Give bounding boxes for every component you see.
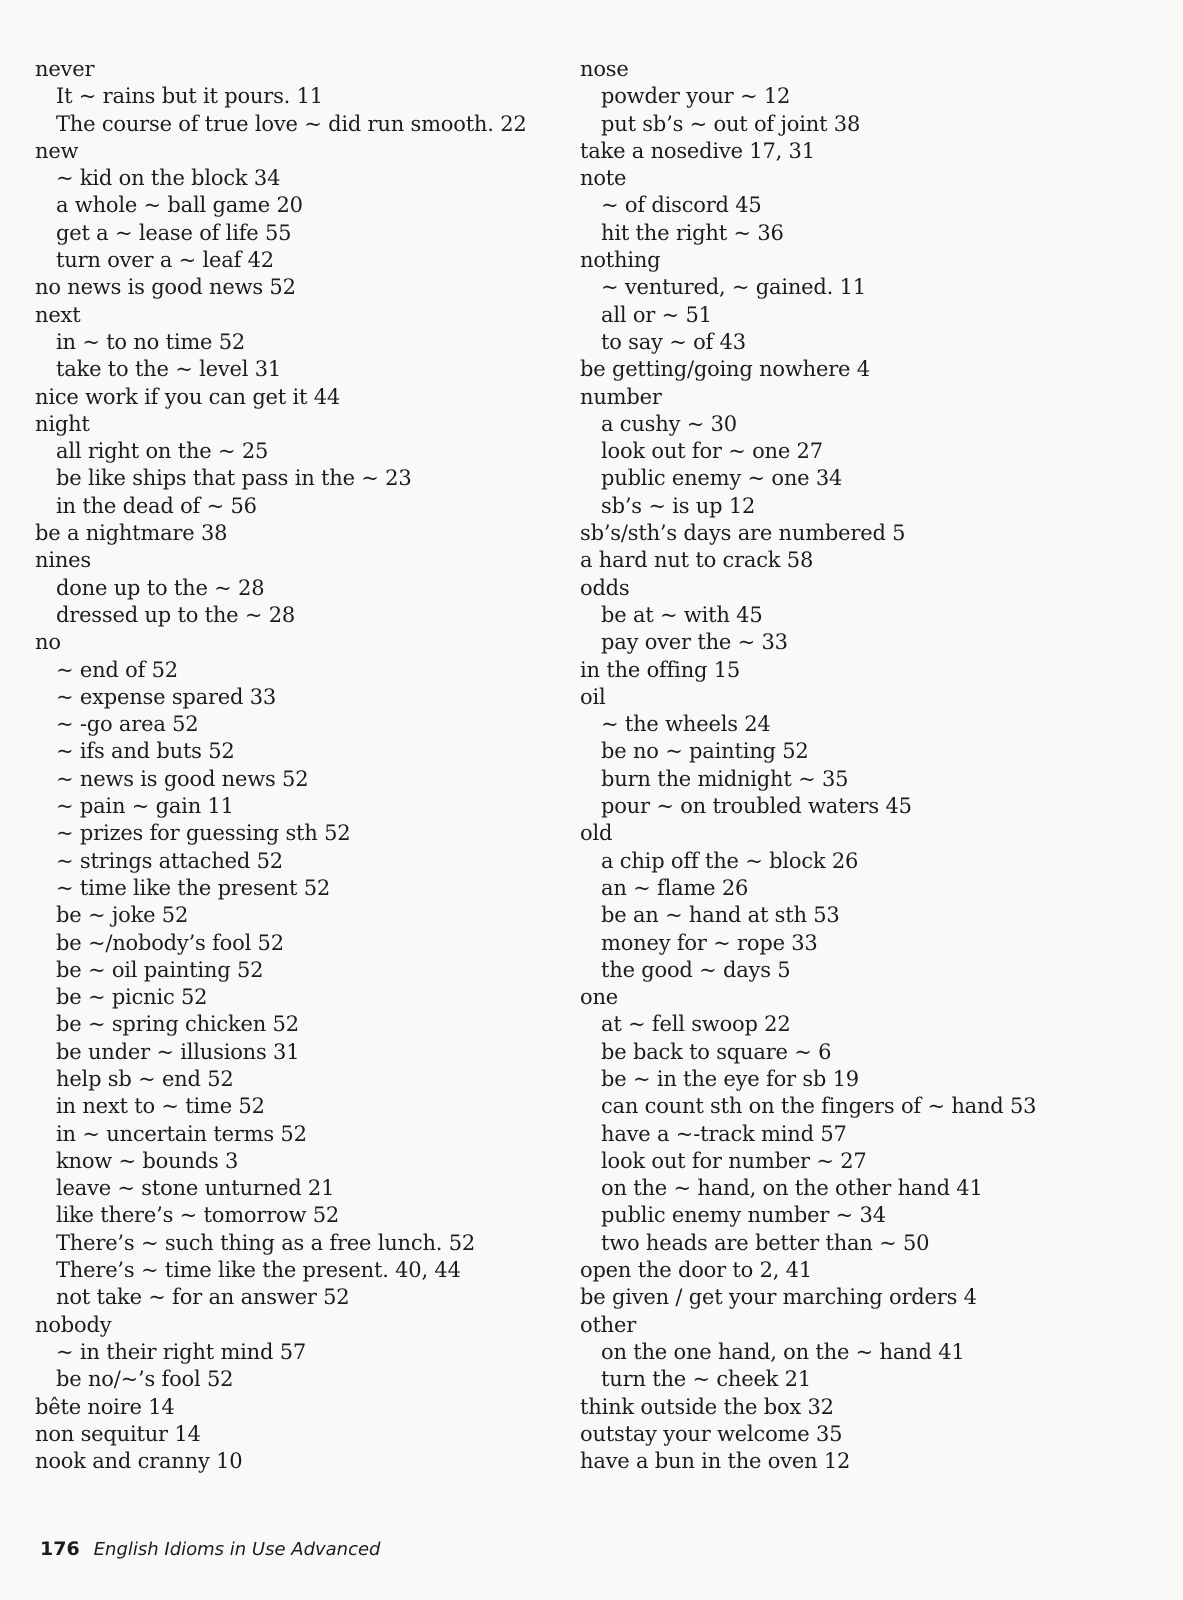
index-subentry: pay over the ~ 33 bbox=[601, 630, 788, 655]
index-subentry: get a ~ lease of life 55 bbox=[56, 220, 292, 245]
index-subentry: be no/~’s fool 52 bbox=[56, 1367, 234, 1392]
index-subentry: ~ prizes for guessing sth 52 bbox=[56, 821, 351, 846]
index-subentry: all right on the ~ 25 bbox=[56, 439, 269, 464]
index-subentry: ~ in their right mind 57 bbox=[56, 1339, 307, 1364]
index-headword: nose bbox=[580, 57, 629, 81]
index-headword: new bbox=[35, 138, 79, 163]
index-headword: never bbox=[35, 57, 95, 81]
index-subentry: ~ kid on the block 34 bbox=[56, 166, 281, 191]
index-headword: non sequitur 14 bbox=[35, 1421, 201, 1446]
index-subentry: leave ~ stone unturned 21 bbox=[56, 1176, 335, 1201]
index-subentry: be ~/nobody’s fool 52 bbox=[56, 930, 284, 955]
index-headword: nines bbox=[35, 548, 91, 573]
index-subentry: be ~ oil painting 52 bbox=[56, 957, 264, 982]
index-subentry: can count sth on the fingers of ~ hand 53 bbox=[601, 1094, 1037, 1119]
index-subentry: public enemy number ~ 34 bbox=[601, 1203, 886, 1228]
index-subentry: on the ~ hand, on the other hand 41 bbox=[601, 1176, 983, 1201]
index-subentry: like there’s ~ tomorrow 52 bbox=[56, 1203, 340, 1228]
page-footer bbox=[40, 1538, 380, 1560]
index-headword: nothing bbox=[580, 248, 661, 273]
index-subentry: ~ of discord 45 bbox=[601, 193, 762, 218]
index-headword: be given / get your marching orders 4 bbox=[580, 1285, 977, 1310]
index-subentry: be ~ joke 52 bbox=[56, 903, 189, 928]
index-subentry: ~ ifs and buts 52 bbox=[56, 739, 235, 764]
index-headword: oil bbox=[580, 684, 606, 709]
index-subentry: have a ~-track mind 57 bbox=[601, 1121, 847, 1146]
index-headword: nice work if you can get it 44 bbox=[35, 384, 341, 409]
index-headword: be a nightmare 38 bbox=[35, 521, 228, 546]
index-subentry: turn the ~ cheek 21 bbox=[601, 1367, 812, 1392]
index-subentry: a cushy ~ 30 bbox=[601, 411, 737, 436]
index-subentry: know ~ bounds 3 bbox=[56, 1148, 239, 1173]
index-subentry: hit the right ~ 36 bbox=[601, 220, 784, 245]
index-subentry: ~ pain ~ gain 11 bbox=[56, 794, 234, 819]
index-subentry: help sb ~ end 52 bbox=[56, 1066, 234, 1091]
index-subentry: a chip off the ~ block 26 bbox=[601, 848, 859, 873]
index-column-right bbox=[580, 56, 1160, 1475]
index-subentry: in ~ to no time 52 bbox=[56, 329, 246, 354]
index-subentry: be ~ spring chicken 52 bbox=[56, 1012, 299, 1037]
index-subentry: all or ~ 51 bbox=[601, 302, 712, 327]
index-headword: in the offing 15 bbox=[580, 657, 741, 682]
index-headword: one bbox=[580, 985, 618, 1010]
index-subentry: an ~ flame 26 bbox=[601, 875, 749, 900]
index-subentry: There’s ~ such thing as a free lunch. 52 bbox=[56, 1230, 476, 1255]
index-subentry: done up to the ~ 28 bbox=[56, 575, 265, 600]
index-subentry: ~ -go area 52 bbox=[56, 712, 199, 737]
index-headword: no bbox=[35, 630, 61, 655]
index-subentry: ~ end of 52 bbox=[56, 657, 178, 682]
index-subentry: dressed up to the ~ 28 bbox=[56, 602, 296, 627]
index-subentry: be at ~ with 45 bbox=[601, 602, 763, 627]
index-subentry: ~ strings attached 52 bbox=[56, 848, 283, 873]
index-subentry: be an ~ hand at sth 53 bbox=[601, 903, 840, 928]
index-headword: think outside the box 32 bbox=[580, 1394, 834, 1419]
page-number: 176 bbox=[40, 1538, 80, 1560]
index-subentry: powder your ~ 12 bbox=[601, 84, 791, 109]
index-headword: other bbox=[580, 1312, 637, 1337]
index-subentry: to say ~ of 43 bbox=[601, 329, 746, 354]
index-subentry: take to the ~ level 31 bbox=[56, 357, 282, 382]
index-subentry: be ~ picnic 52 bbox=[56, 985, 208, 1010]
index-headword: night bbox=[35, 411, 90, 436]
index-column-left bbox=[35, 56, 555, 1475]
index-subentry: ~ expense spared 33 bbox=[56, 684, 277, 709]
index-headword: odds bbox=[580, 575, 630, 600]
index-subentry: money for ~ rope 33 bbox=[601, 930, 818, 955]
book-title: English Idioms in Use Advanced bbox=[93, 1539, 381, 1560]
index-subentry: put sb’s ~ out of joint 38 bbox=[601, 111, 861, 136]
index-subentry: ~ news is good news 52 bbox=[56, 766, 309, 791]
index-subentry: in the dead of ~ 56 bbox=[56, 493, 257, 518]
index-headword: have a bun in the oven 12 bbox=[580, 1449, 851, 1474]
index-headword: bête noire 14 bbox=[35, 1394, 175, 1419]
index-subentry: ~ the wheels 24 bbox=[601, 712, 771, 737]
index-subentry: ~ time like the present 52 bbox=[56, 875, 331, 900]
index-subentry: be back to square ~ 6 bbox=[601, 1039, 832, 1064]
index-subentry: be ~ in the eye for sb 19 bbox=[601, 1066, 859, 1091]
index-subentry: be no ~ painting 52 bbox=[601, 739, 809, 764]
index-subentry: look out for ~ one 27 bbox=[601, 439, 823, 464]
index-subentry: two heads are better than ~ 50 bbox=[601, 1230, 930, 1255]
index-subentry: sb’s ~ is up 12 bbox=[601, 493, 756, 518]
index-headword: next bbox=[35, 302, 81, 327]
index-subentry: The course of true love ~ did run smooth. 22 bbox=[56, 111, 527, 136]
index-headword: open the door to 2, 41 bbox=[580, 1258, 813, 1283]
index-headword: take a nosedive 17, 31 bbox=[580, 138, 815, 163]
index-subentry: turn over a ~ leaf 42 bbox=[56, 248, 274, 273]
index-subentry: a whole ~ ball game 20 bbox=[56, 193, 303, 218]
index-headword: nook and cranny 10 bbox=[35, 1449, 243, 1474]
index-headword: nobody bbox=[35, 1312, 112, 1337]
index-subentry: ~ ventured, ~ gained. 11 bbox=[601, 275, 866, 300]
index-subentry: burn the midnight ~ 35 bbox=[601, 766, 849, 791]
index-subentry: There’s ~ time like the present. 40, 44 bbox=[56, 1258, 461, 1283]
index-subentry: be like ships that pass in the ~ 23 bbox=[56, 466, 412, 491]
index-subentry: be under ~ illusions 31 bbox=[56, 1039, 300, 1064]
index-headword: note bbox=[580, 166, 627, 191]
index-headword: old bbox=[580, 821, 613, 846]
index-headword: be getting/going nowhere 4 bbox=[580, 357, 870, 382]
index-subentry: on the one hand, on the ~ hand 41 bbox=[601, 1339, 965, 1364]
index-headword: no news is good news 52 bbox=[35, 275, 296, 300]
index-subentry: in next to ~ time 52 bbox=[56, 1094, 265, 1119]
index-subentry: public enemy ~ one 34 bbox=[601, 466, 843, 491]
index-headword: outstay your welcome 35 bbox=[580, 1421, 843, 1446]
index-subentry: pour ~ on troubled waters 45 bbox=[601, 794, 912, 819]
index-subentry: at ~ fell swoop 22 bbox=[601, 1012, 791, 1037]
index-headword: a hard nut to crack 58 bbox=[580, 548, 814, 573]
index-headword: number bbox=[580, 384, 662, 409]
index-headword: sb’s/sth’s days are numbered 5 bbox=[580, 521, 906, 546]
index-subentry: in ~ uncertain terms 52 bbox=[56, 1121, 307, 1146]
index-subentry: the good ~ days 5 bbox=[601, 957, 791, 982]
index-subentry: It ~ rains but it pours. 11 bbox=[56, 84, 323, 109]
index-subentry: look out for number ~ 27 bbox=[601, 1148, 867, 1173]
index-subentry: not take ~ for an answer 52 bbox=[56, 1285, 350, 1310]
